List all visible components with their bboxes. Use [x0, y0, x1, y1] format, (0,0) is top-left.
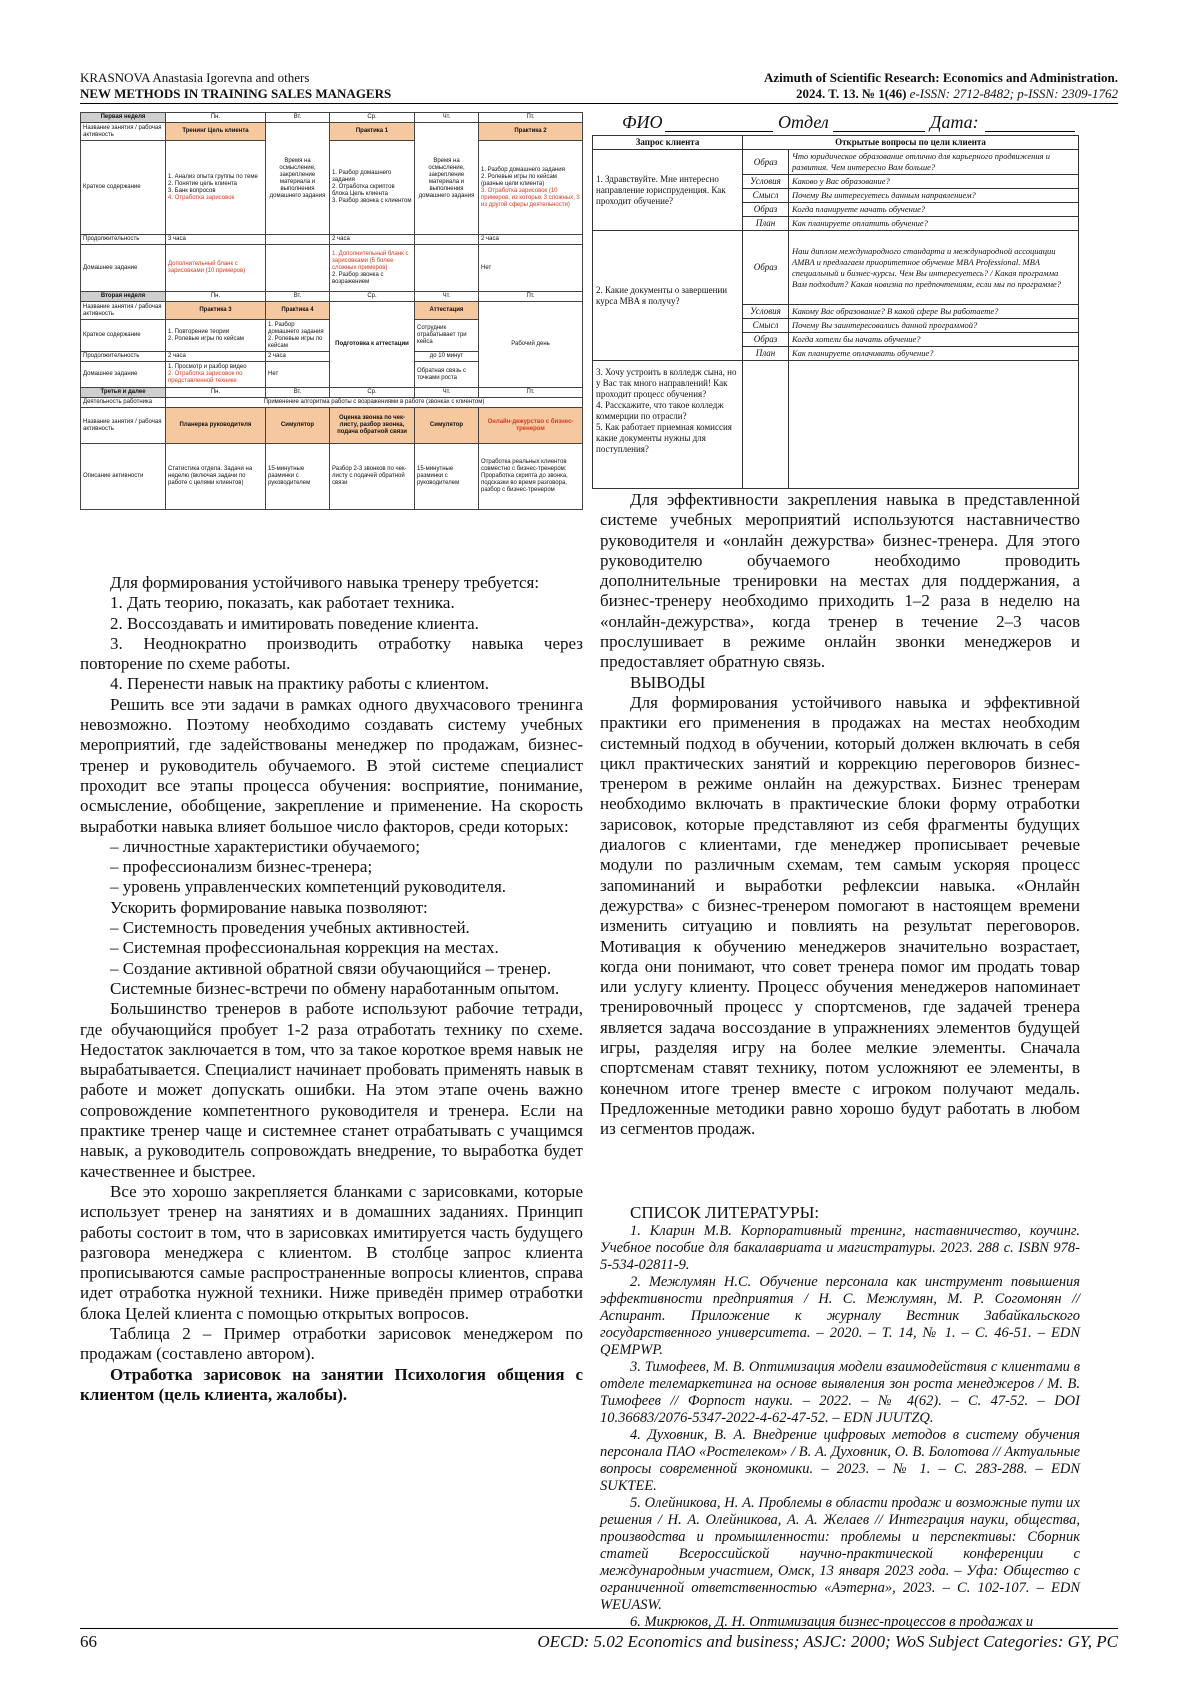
day-header: Ср. — [330, 113, 415, 123]
row-label: Название занятия / рабочая активность — [81, 123, 166, 141]
day-header: Чт. — [415, 113, 479, 123]
homework: Нет — [479, 245, 583, 292]
duration — [266, 235, 330, 245]
session-name: Симулятор — [415, 408, 479, 444]
dept-underline — [833, 131, 925, 132]
activity-desc: Разбор 2-3 звонков по чек-листу с подачей обратной связи — [330, 444, 415, 510]
row-label: Продолжительность — [81, 352, 166, 362]
client-request-list: 3. Хочу устроить в колледж сына, но у Вас так много направлений! Как проходит процесс обучения? 4. Расскажите, что такое колледж коммерции по отрасли? 5. Как работает приемная комиссия какие документы нужны для поступления? — [593, 361, 743, 489]
footer-classification: OECD: 5.02 Economics and business; ASJC: 2000; WoS Subject Categories: GY, PC — [537, 1632, 1118, 1651]
row-label: Краткое содержание — [81, 320, 166, 352]
session-content: 1. Повторение теории 2. Ролевые игры по кейсам — [166, 320, 266, 352]
technique-label: Образ — [743, 333, 789, 347]
date-underline — [985, 131, 1075, 132]
conclusions-heading: ВЫВОДЫ — [630, 672, 706, 692]
answer: Почему Вы заинтересовались данной программой? — [789, 319, 1079, 333]
duration: до 10 минут — [415, 352, 479, 362]
homework — [266, 245, 330, 292]
form-date-label: Дата: — [930, 112, 979, 132]
day-header: Пн. — [166, 388, 266, 398]
row-label: Деятельность работника — [81, 398, 166, 408]
day-header: Пн. — [166, 292, 266, 302]
header-issue: 2024. T. 13. № 1(46) — [795, 86, 907, 101]
header-rule — [80, 103, 1118, 104]
reference-item: 1. Кларин М.В. Корпоративный тренинг, наставничество, коучинг. Учебное пособие для бакалавриата и магистратуры. 2023. 288 с. ISBN 978-5-534-02811-9. — [600, 1223, 1080, 1273]
session-name: Тренинг Цель клиента — [166, 123, 266, 141]
reference-item: 4. Духовник, В. А. Внедрение цифровых методов в систему обучения персонала ПАО «Ростелеком» / В. А. Духовник, О. В. Болотова // Актуальные вопросы современной экономики. – 2023. – № 1. – С. 283-288. – EDN SUKTEE. — [600, 1427, 1080, 1494]
answer: Как планируете оплатить обучение? — [789, 217, 1079, 231]
header-issn: e-ISSN: 2712-8482; p-ISSN: 2309-1762 — [909, 86, 1118, 101]
form-fio-label: ФИО — [622, 112, 663, 132]
session-name: Планерка руководителя — [166, 408, 266, 444]
answer: Как планируете оплачивать обучение? — [789, 347, 1079, 361]
session-name: Практика 3 — [166, 302, 266, 320]
technique-label: Образ — [743, 203, 789, 217]
row-label: Домашнее задание — [81, 245, 166, 292]
session-content: 1. Разбор домашнего задания 2. Ролевые игры по кейсам — [266, 320, 330, 352]
day-header: Пн. — [166, 113, 266, 123]
col-header-questions: Открытые вопросы по цели клиента — [743, 136, 1079, 150]
technique-label: Смысл — [743, 189, 789, 203]
running-header-left — [80, 70, 391, 102]
activity-desc: Статистика отдела. Задачи на неделю (включая задачи по работе с целями клиентов) — [166, 444, 266, 510]
technique-label: Образ — [743, 150, 789, 175]
fio-underline — [665, 131, 773, 132]
reference-item: 5. Олейникова, Н. А. Проблемы в области продаж и возможные пути их решения / Н. А. Олейникова, А. А. Желаев // Интеграция науки, общества, производства и промышленности: проблемы и перспективы: Сборник статей Всероссийской научно-практической конференции с международным участием, Омск, 13 января 2023 года. – Уфа: Общество с ограниченной ответственностью «Аэтерна», 2023. – С. 102-107. – EDN WEUASW. — [600, 1495, 1080, 1613]
row-label: Домашнее задание — [81, 362, 166, 388]
session-content: Рабочий день — [479, 302, 583, 388]
header-article-title: NEW METHODS IN TRAINING SALES MANAGERS — [80, 86, 392, 101]
session-content: Подготовка к аттестации — [330, 302, 415, 388]
page-number: 66 — [80, 1632, 97, 1651]
session-content: 1. Разбор домашнего задания 2. Ролевые игры по кейсам (разные цели клиента) 3. Отработка зарисовок (10 примеров, из которых 3 сложных, 3 из другой сферы деятельности) — [479, 141, 583, 235]
homework: 1. Дополнительный бланк с зарисовками (5 более сложных примеров) 2. Разбор звонка с возражением — [330, 245, 415, 292]
form-dept-label: Отдел — [778, 112, 829, 132]
day-header: Пт. — [479, 388, 583, 398]
open-questions-table — [592, 135, 1079, 489]
session-name: Онлайн-дежурство с бизнес-тренером — [479, 408, 583, 444]
technique-label: Условия — [743, 305, 789, 319]
reference-item: 2. Межлумян Н.С. Обучение персонала как инструмент повышения эффективности предприятия / Н. С. Межлумян, М. Р. Согомонян // Аспирант. Приложение к журналу Вестник Забайкальского государственного университета. – 2020. – Т. 14, № 1. – С. 46-51. – EDN QEMPWP. — [600, 1274, 1080, 1358]
duration: 3 часа — [166, 235, 266, 245]
day-header: Вт. — [266, 113, 330, 123]
technique-label: Образ — [743, 231, 789, 305]
technique-label — [743, 361, 789, 489]
week3-label: Третья и далее — [81, 388, 166, 398]
answer: Когда хотели бы начать обучение? — [789, 333, 1079, 347]
week1-label: Первая неделя — [81, 113, 166, 123]
references-heading: СПИСОК ЛИТЕРАТУРЫ: — [630, 1203, 820, 1222]
row-label: Краткое содержание — [81, 141, 166, 235]
session-content: Время на осмысление, закрепление материала и выполнения домашнего задания — [266, 123, 330, 235]
row-label: Описание активности — [81, 444, 166, 510]
activity-desc: 15-минутные разминки с руководителем — [266, 444, 330, 510]
technique-label: План — [743, 217, 789, 231]
homework — [415, 245, 479, 292]
session-name: Практика 1 — [330, 123, 415, 141]
references — [600, 1203, 1080, 1631]
col-header-request: Запрос клиента — [593, 136, 743, 150]
week2-label: Вторая неделя — [81, 292, 166, 302]
running-header-right — [764, 70, 1118, 102]
session-name: Симулятор — [266, 408, 330, 444]
duration: 2 часа — [479, 235, 583, 245]
row-label: Продолжительность — [81, 235, 166, 245]
day-header: Вт. — [266, 292, 330, 302]
session-content: Сотрудник отрабатывает три кейса — [415, 320, 479, 352]
right-column-text: Для эффективности закрепления навыка в представленной системе учебных мероприятий используются наставничество руководителя и «онлайн дежурства» бизнес-тренера. Для этого руководителю обучаемого необходимо проводить дополнительные тренировки на местах для поддержания, а бизнес-тренеру необходимо приходить 1–2 раза в неделю на «онлайн-дежурства», когда тренер в течение 2–3 часов прослушивает в режиме онлайн звонки менеджеров и предоставляет обратную связь. ВЫВОДЫ Для формирования устойчивого навыка и эффективной практики его применения в продажах на местах необходим системный подход в обучении, который должен включать в себя цикл практических занятий и коррекцию переговоров бизнес-тренером в режиме онлайн на дежурствах. Бизнес тренерам необходимо включать в практические блоки форму отработки зарисовок, которые представляют из себя фрагменты будущих диалогов с клиентами, где менеджер прописывает речевые модули по различным схемам, тем самым ускоряя процесс запоминаний и выработки рефлексии навыка. «Онлайн дежурства» с бизнес-тренером помогают в настоящем времени изменить ситуацию и повлиять на результат переговоров. Мотивация к обучению менеджеров значительно возрастает, когда они понимают, что совет тренера помог им продать товар или услугу клиенту. Процесс обучения менеджеров напоминает тренировочный процесс у спортсменов, где задачей тренера является задача воссоздание в упражнениях элементов будущей игры, разделяя игру на более мелкие элементы. Сначала спортсменам ставят технику, потом усложняют ее элементы, в конечном итоге тренер вместе с игроком получают медаль. Предложенные методики равно хорошо будут работать в любом из сегментов продаж. — [600, 490, 1080, 1139]
duration — [415, 235, 479, 245]
reference-item: 3. Тимофеев, М. В. Оптимизация модели взаимодействия с клиентами в отделе телемаркетинга на основе выявления зон роста менеджеров / М. В. Тимофеев // Форпост науки. – 2022. – № 4(62). – С. 47-52. – DOI 10.36683/2076-5347-2022-4-62-47-52. – EDN JUUTZQ. — [600, 1359, 1080, 1426]
footer-rule — [80, 1628, 1118, 1629]
day-header: Чт. — [415, 388, 479, 398]
homework: Обратная связь с точками роста — [415, 362, 479, 388]
row-label: Название занятия / рабочая активность — [81, 302, 166, 320]
answer: Почему Вы интересуетесь данным направлением? — [789, 189, 1079, 203]
client-request: 1. Здравствуйте. Мне интересно направление юриспруденция. Как проходит обучение? — [593, 150, 743, 231]
session-name: Аттестация — [415, 302, 479, 320]
session-content: Время на осмысление, закрепление материала и выполнения домашнего задания — [415, 123, 479, 235]
duration: 2 часа — [330, 235, 415, 245]
day-header: Ср. — [330, 292, 415, 302]
homework: Дополнительный бланк с зарисовками (10 примеров) — [166, 245, 266, 292]
session-name: Оценка звонка по чек-листу, разбор звонка, подача обратной связи — [330, 408, 415, 444]
homework: 1. Просмотр и разбор видео 2. Отработка зарисовок по представленной технике — [166, 362, 266, 388]
technique-label: Условия — [743, 175, 789, 189]
employee-activity: Применение алгоритма работы с возражениями в работе (звонках с клиентом) — [166, 398, 583, 408]
homework: Нет — [266, 362, 330, 388]
answer: Какому Вас образование? В какой сфере Вы работаете? — [789, 305, 1079, 319]
answer: Что юридическое образование отлично для карьерного продвижения и развития. Чем интересно Вам больше? — [789, 150, 1079, 175]
day-header: Чт. — [415, 292, 479, 302]
session-name: Практика 4 — [266, 302, 330, 320]
answer: Каково у Вас образование? — [789, 175, 1079, 189]
session-name: Практика 2 — [479, 123, 583, 141]
activity-desc: 15-минутные разминки с руководителем — [415, 444, 479, 510]
technique-label: План — [743, 347, 789, 361]
activity-desc: Отработка реальных клиентов совместно с бизнес-тренером: Проработка скрипта до звонка, подсказки во время разговора, разбор с бизнес-тренером — [479, 444, 583, 510]
client-request: 2. Какие документы о завершении курса MBA я получу? — [593, 231, 743, 361]
duration: 2 часа — [166, 352, 266, 362]
row-label: Название занятия / рабочая активность — [81, 408, 166, 444]
training-schedule-table — [80, 112, 583, 510]
session-content: 1. Разбор домашнего задания 2. Отработка скриптов блока Цель клиента 3. Разбор звонка с клиентом — [330, 141, 415, 235]
left-column-text: Для формирования устойчивого навыка тренеру требуется: 1. Дать теорию, показать, как работает техника. 2. Воссоздавать и имитировать поведение клиента. 3. Неоднократно производить отработку навыка через повторение по схеме работы. 4. Перенести навык на практику работы с клиентом. Решить все эти задачи в рамках одного двухчасового тренинга невозможно. Поэтому необходимо создавать систему учебных мероприятий, где задействованы менеджер по продажам, бизнес-тренер и руководитель обучаемого. В этой системе специалист проходит все этапы процесса обучения: восприятие, понимание, осмысление, обобщение, закрепление и применение. На скорость выработки навыка влияет большое число факторов, среди которых: – личностные характеристики обучаемого; – профессионализм бизнес-тренера; – уровень управленческих компетенций руководителя. Ускорить формирование навыка позволяют: – Системность проведения учебных активностей. – Системная профессиональная коррекция на местах. – Создание активной обратной связи обучающийся – тренер. Системные бизнес-встречи по обмену наработанным опытом. Большинство тренеров в работе используют рабочие тетради, где обучающийся пробует 1-2 раза отработать технику по схеме. Недостаток заключается в том, что за такое короткое время навык не вырабатывается. Специалист начинает пробовать применять навык в работе и может допускать ошибки. На этом этапе очень важно сопровождение компетентного руководителя и тренера. Если на практике тренер чаще и системнее станет отрабатывать с учащимся навык, а руководитель сопровождать внедрение, то выработка будет качественнее и быстрее. Все это хорошо закрепляется бланками с зарисовками, которые использует тренер на занятиях и в домашних заданиях. Принцип работы состоит в том, что в зарисовках имитируется часть будущего разговора менеджера с клиентом. В столбце запрос клиента прописываются самые распространенные вопросы клиентов, справа идет отработка нужной техники. Ниже приведён пример отработки блока Целей клиента с помощью открытых вопросов. Таблица 2 – Пример отработки зарисовок менеджером по продажам (составлено автором). Отработка зарисовок на занятии Психология общения с клиентом (цель клиента, жалобы). — [80, 573, 583, 1404]
answer — [789, 361, 1079, 489]
day-header: Ср. — [330, 388, 415, 398]
header-journal: Azimuth of Scientific Research: Economics and Administration. — [764, 70, 1118, 85]
header-authors: KRASNOVA Anastasia Igorevna and others — [80, 70, 310, 85]
day-header: Вт. — [266, 388, 330, 398]
answer: Наш диплом международного стандарта и международной ассоциации AMBA и предлагаем приоритетное обучение MBA Professional. MBA специальный и бизнес-курсы. Чем Вы интересуетесь? / Какая программа Вам подходит? Какая новизна по предпочтениям, если мы по программе? — [789, 231, 1079, 305]
day-header: Пт. — [479, 113, 583, 123]
technique-label: Смысл — [743, 319, 789, 333]
day-header: Пт. — [479, 292, 583, 302]
session-content: 1. Анализ опыта группы по теме 2. Понятие цель клиента 3. Банк вопросов 4. Отработка зарисовок — [166, 141, 266, 235]
answer: Когда планируете начать обучение? — [789, 203, 1079, 217]
duration: 2 часа — [266, 352, 330, 362]
reference-item: 6. Микрюков, Д. Н. Оптимизация бизнес-процессов в продажах и — [630, 1614, 1034, 1630]
